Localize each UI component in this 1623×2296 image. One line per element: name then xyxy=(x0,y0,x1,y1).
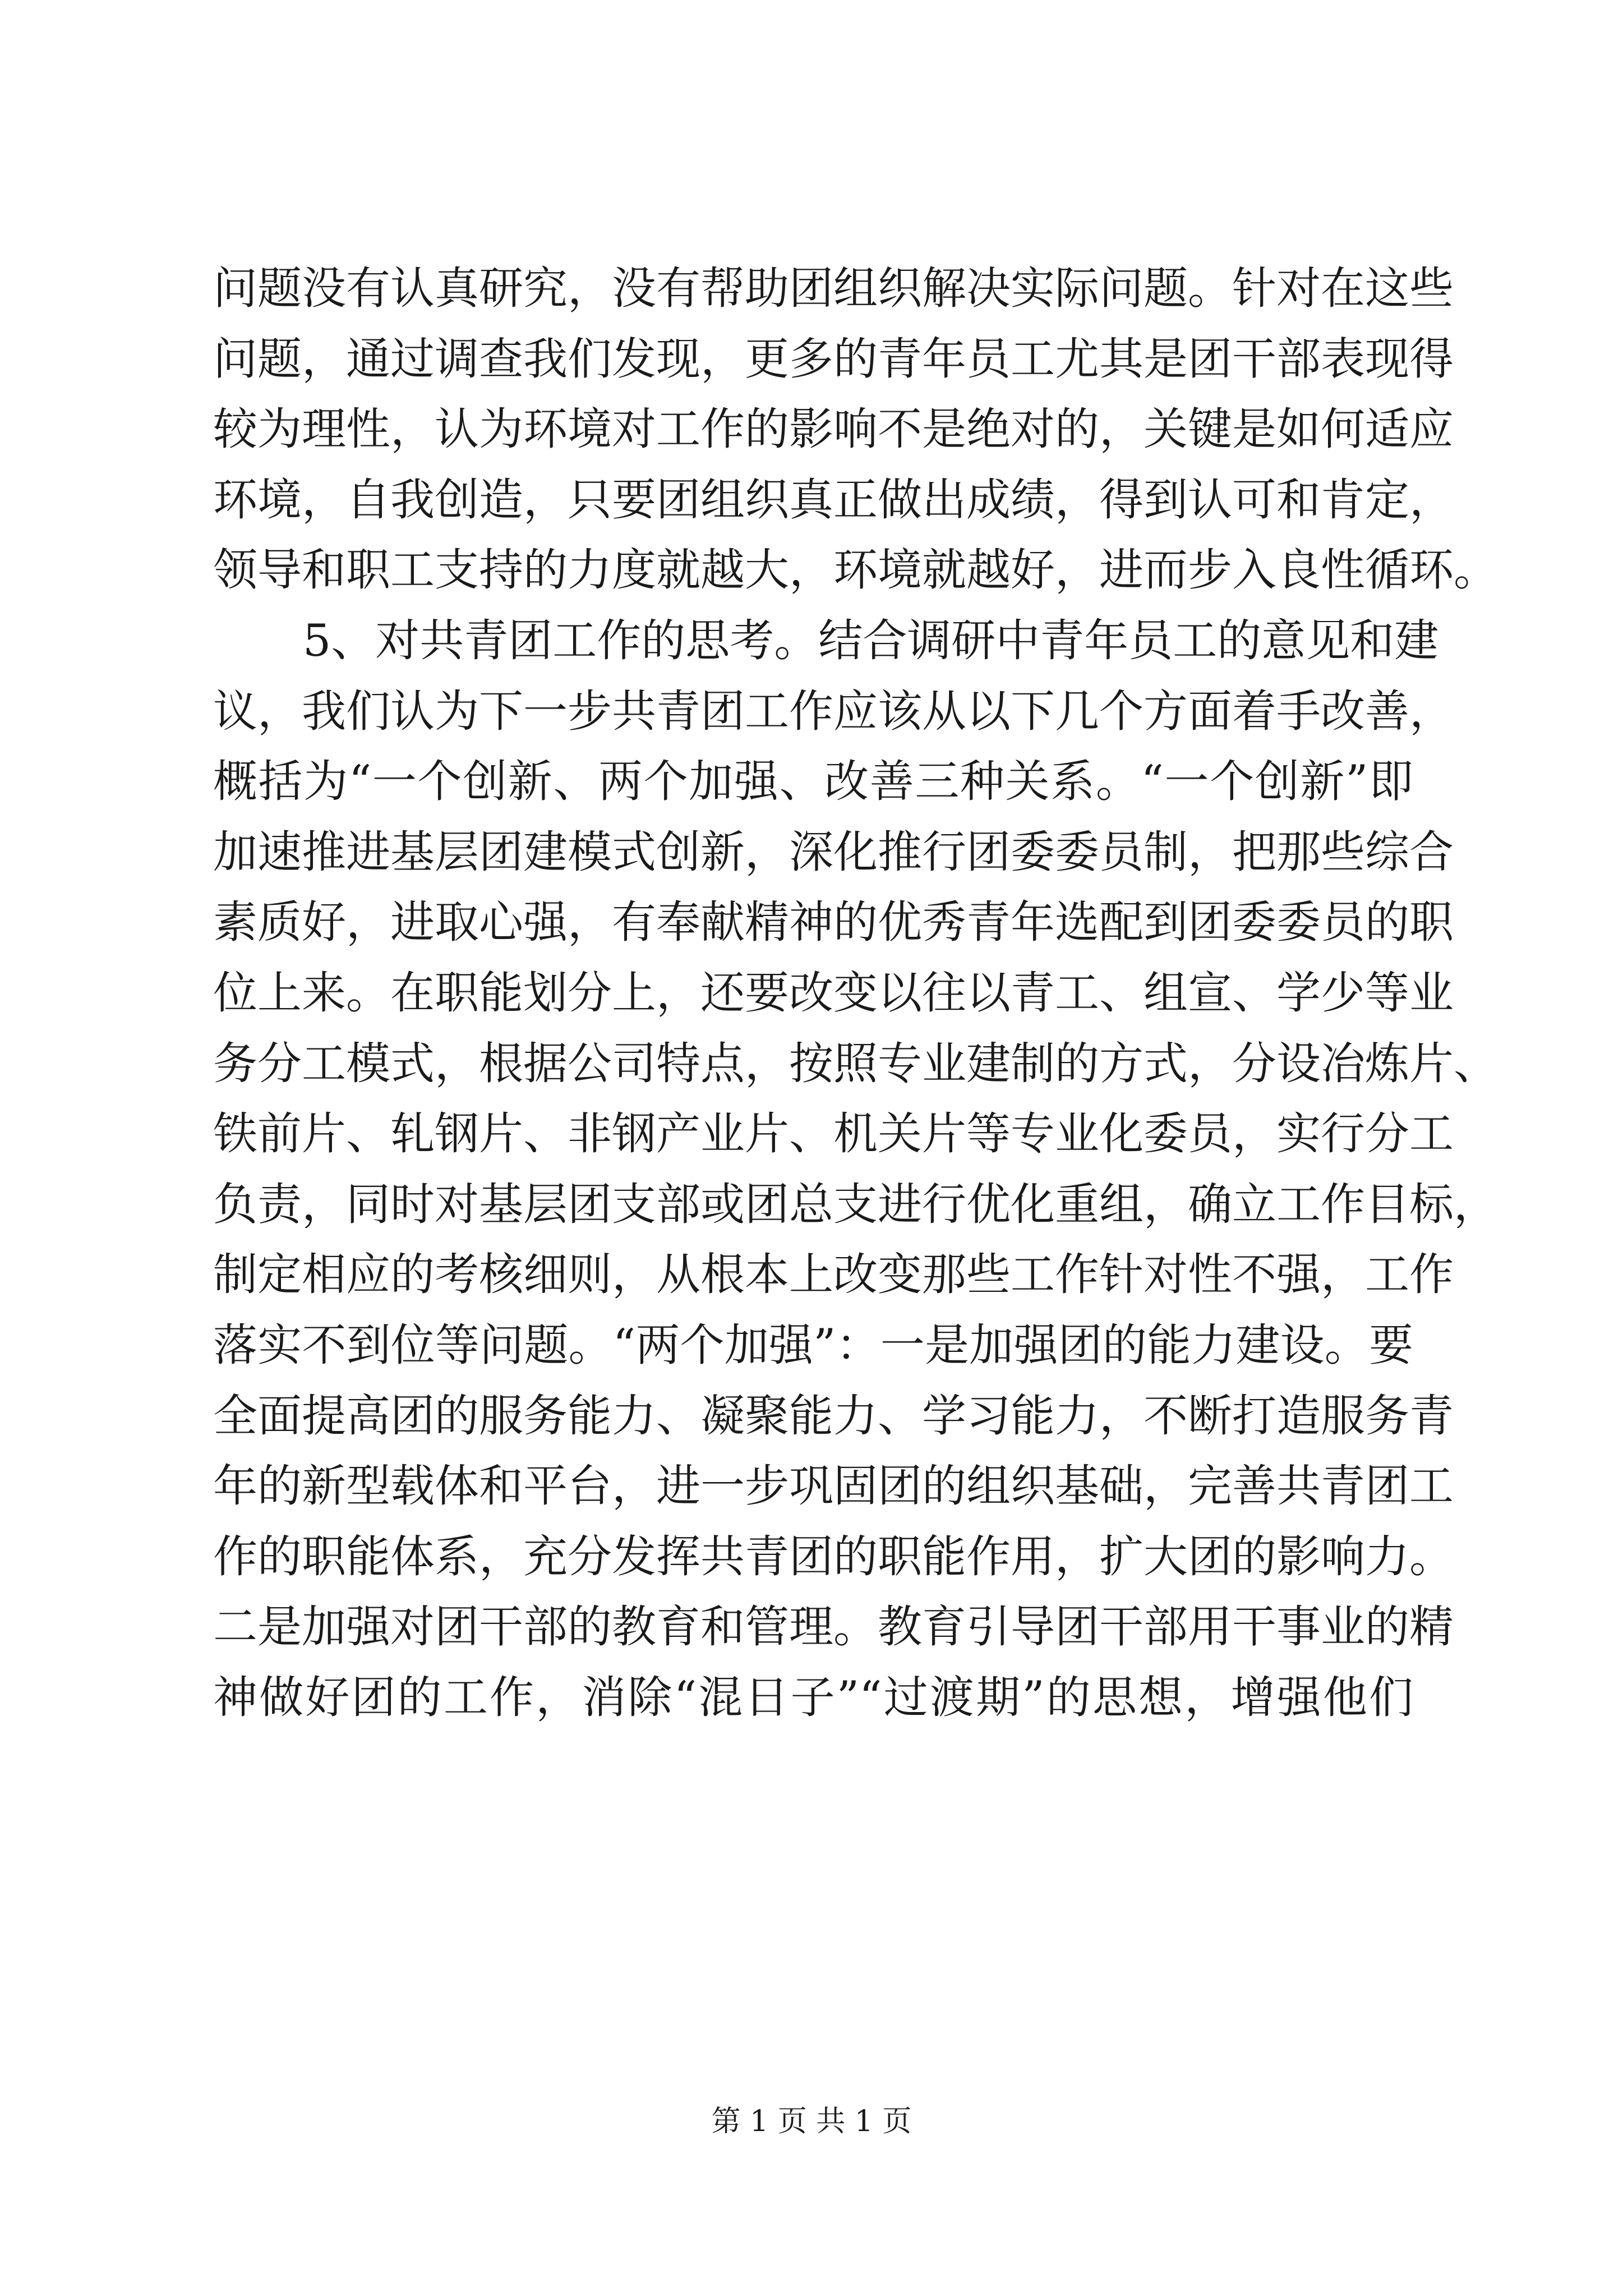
paragraph-2-line: 加速推进基层团建模式创新，深化推行团委委员制，把那些综合 xyxy=(213,826,1454,878)
document-body xyxy=(213,254,1498,1733)
paragraph-1-line: 较为理性，认为环境对工作的影响不是绝对的，关键是如何适应 xyxy=(213,403,1454,455)
paragraph-1-line: 问题，通过调查我们发现，更多的青年员工尤其是团干部表现得 xyxy=(213,333,1454,385)
paragraph-2-line: 素质好，进取心强，有奉献精神的优秀青年选配到团委委员的职 xyxy=(213,896,1454,949)
paragraph-2-line: 铁前片、轧钢片、非钢产业片、机关片等专业化委员，实行分工 xyxy=(213,1108,1454,1160)
paragraph-1 xyxy=(213,254,1498,606)
paragraph-2-line: 神做好团的工作，消除“混日子”“过渡期”的思想，增强他们 xyxy=(213,1671,1413,1723)
paragraph-1-line: 领导和职工支持的力度就越大，环境就越好，进而步入良性循环。 xyxy=(213,544,1498,596)
paragraph-2-line: 务分工模式，根据公司特点，按照专业建制的方式，分设冶炼片、 xyxy=(213,1037,1498,1089)
paragraph-2-line: 负责，同时对基层团支部或团总支进行优化重组，确立工作目标， xyxy=(213,1178,1498,1230)
paragraph-2-line: 5、对共青团工作的思考。结合调研中青年员工的意见和建 xyxy=(303,614,1439,666)
paragraph-1-line: 环境，自我创造，只要团组织真正做出成绩，得到认可和肯定， xyxy=(213,473,1454,526)
paragraph-2-line: 二是加强对团干部的教育和管理。教育引导团干部用干事业的精 xyxy=(213,1601,1454,1653)
paragraph-2-line: 议，我们认为下一步共青团工作应该从以下几个方面着手改善， xyxy=(213,685,1454,737)
paragraph-2-line: 作的职能体系，充分发挥共青团的职能作用，扩大团的影响力。 xyxy=(213,1530,1454,1582)
paragraph-2-line: 年的新型载体和平台，进一步巩固团的组织基础，完善共青团工 xyxy=(213,1460,1454,1512)
paragraph-1-line: 问题没有认真研究，没有帮助团组织解决实际问题。针对在这些 xyxy=(213,263,1454,314)
page-number-label: 第 1 页 共 1 页 xyxy=(711,2105,912,2138)
paragraph-2-line: 位上来。在职能划分上，还要改变以往以青工、组宣、学少等业 xyxy=(213,967,1454,1019)
paragraph-2-line: 制定相应的考核细则，从根本上改变那些工作针对性不强，工作 xyxy=(213,1249,1454,1301)
paragraph-2 xyxy=(213,606,1498,1733)
paragraph-2-line: 全面提高团的服务能力、凝聚能力、学习能力，不断打造服务青 xyxy=(213,1389,1454,1442)
page-footer xyxy=(0,2105,1623,2138)
paragraph-2-line: 概括为“一个创新、两个加强、改善三种关系。“一个创新”即 xyxy=(213,756,1413,808)
paragraph-2-line: 落实不到位等问题。“两个加强”：一是加强团的能力建设。要 xyxy=(213,1319,1413,1371)
